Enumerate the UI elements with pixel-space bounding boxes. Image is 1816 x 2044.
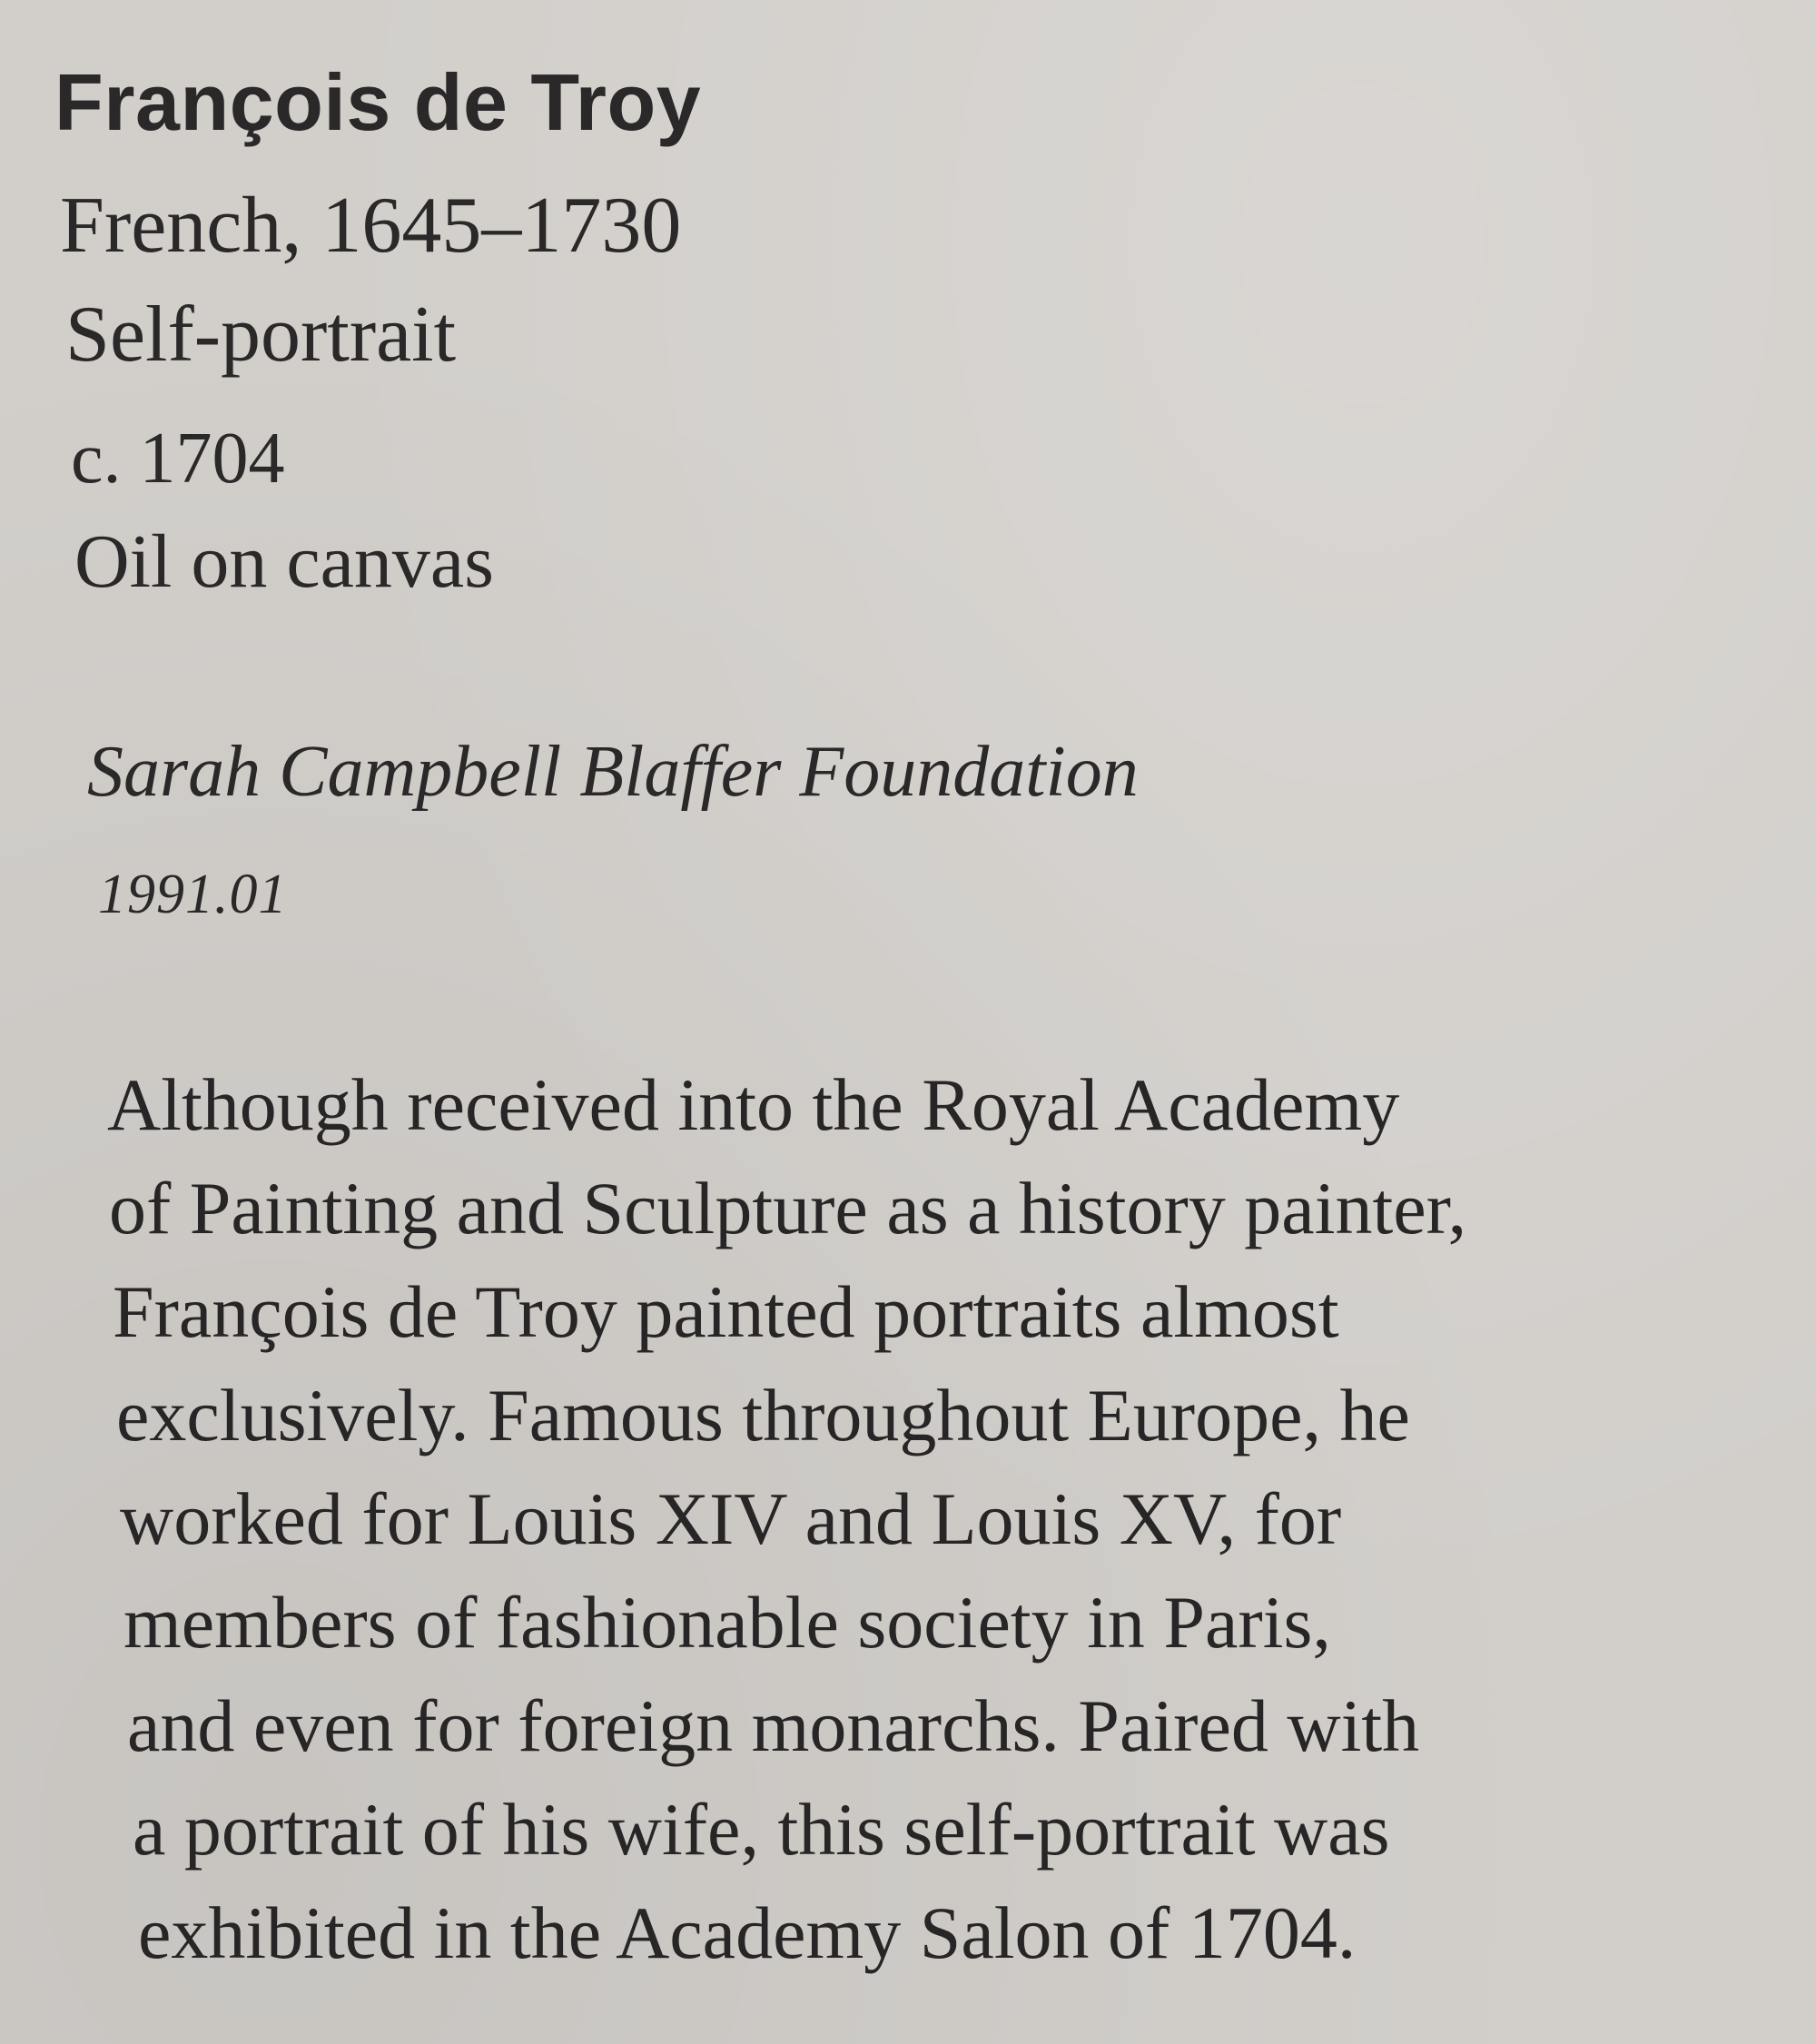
description-line: a portrait of his wife, this self-portrait was	[133, 1788, 1390, 1871]
description-line: exclusively. Famous throughout Europe, he	[116, 1374, 1410, 1456]
description-line: Although received into the Royal Academy	[107, 1063, 1400, 1146]
artist-name: François de Troy	[54, 57, 702, 147]
artist-nationality-dates: French, 1645–1730	[60, 182, 682, 270]
description-line: exhibited in the Academy Salon of 1704.	[138, 1891, 1357, 1974]
artwork-date: c. 1704	[71, 419, 285, 499]
credit-line: Sarah Campbell Blaffer Foundation	[87, 732, 1139, 812]
description-line: François de Troy painted portraits almost	[113, 1270, 1339, 1353]
artwork-title: Self-portrait	[65, 291, 457, 379]
description-paragraph	[107, 1053, 1742, 1985]
accession-number: 1991.01	[98, 864, 288, 925]
description-line: members of fashionable society in Paris,	[123, 1581, 1331, 1664]
description-line: of Painting and Sculpture as a history painter,	[109, 1167, 1467, 1249]
description-line: and even for foreign monarchs. Paired with	[127, 1684, 1420, 1767]
description-line: worked for Louis XIV and Louis XV, for	[120, 1477, 1342, 1560]
artwork-medium: Oil on canvas	[74, 519, 494, 604]
